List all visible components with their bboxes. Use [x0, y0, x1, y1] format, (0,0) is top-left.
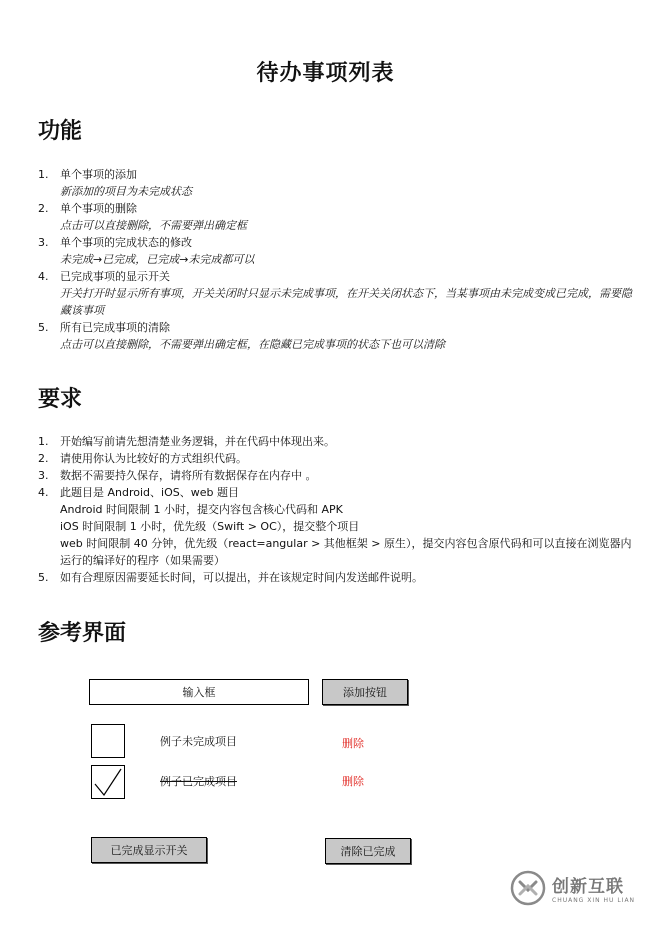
list-item [38, 268, 638, 319]
check-icon [92, 766, 124, 798]
item-number: 1. [38, 168, 49, 181]
item-note: 未完成→已完成，已完成→未完成都可以 [60, 253, 255, 266]
brand-logo-icon [510, 870, 546, 906]
list-item [38, 200, 638, 234]
list-item [38, 234, 638, 268]
item-note: 新添加的项目为未完成状态 [60, 185, 192, 198]
item-note: 点击可以直接删除，不需要弹出确定框 [60, 219, 247, 232]
page-title: 待办事项列表 [256, 61, 395, 86]
mock-input-label: 输入框 [182, 686, 216, 699]
mock-delete-link[interactable]: 删除 [342, 737, 364, 750]
item-number: 5. [38, 571, 49, 584]
item-note: 开关打开时显示所有事项，开关关闭时只显示未完成事项，在开关关闭状态下，当某事项由未完成变成已完成，需要隐藏该事项 [60, 287, 632, 317]
mock-delete-link[interactable]: 删除 [342, 775, 364, 788]
features-list [38, 166, 638, 353]
list-item [38, 484, 638, 569]
item-text: 所有已完成事项的清除 [60, 321, 170, 334]
item-number: 2. [38, 202, 49, 215]
item-detail: Android 时间限制 1 小时，提交内容包含核心代码和 APK [60, 503, 343, 516]
list-item [38, 450, 638, 467]
item-text: 如有合理原因需要延长时间，可以提出，并在该规定时间内发送邮件说明。 [60, 571, 423, 584]
item-text: 单个事项的完成状态的修改 [60, 236, 192, 249]
mock-toggle-button[interactable] [91, 837, 207, 863]
requirements-heading: 要求 [38, 387, 83, 412]
item-detail: web 时间限制 40 分钟，优先级（react=angular > 其他框架 > 原生），提交内容包含原代码和可以直接在浏览器内运行的编译好的程序（如果需要） [60, 537, 632, 567]
item-number: 5. [38, 321, 49, 334]
watermark [510, 870, 635, 906]
item-number: 4. [38, 270, 49, 283]
list-item [38, 166, 638, 200]
item-text: 请使用你认为比较好的方式组织代码。 [60, 452, 247, 465]
mock-toggle-button-label: 已完成显示开关 [110, 844, 188, 857]
features-heading: 功能 [38, 119, 83, 144]
item-number: 1. [38, 435, 49, 448]
watermark-brand-cn: 创新互联 [552, 877, 624, 897]
mock-input-box[interactable] [89, 679, 309, 705]
watermark-brand-en: CHUANG XIN HU LIAN [552, 897, 636, 904]
item-text: 单个事项的添加 [60, 168, 137, 181]
mock-add-button[interactable] [322, 679, 408, 705]
list-item [38, 319, 638, 353]
item-text: 单个事项的删除 [60, 202, 137, 215]
mock-todo-incomplete: 例子未完成项目 [160, 735, 237, 748]
requirements-list [38, 433, 638, 586]
item-number: 3. [38, 469, 49, 482]
item-text: 开始编写前请先想清楚业务逻辑，并在代码中体现出来。 [60, 435, 335, 448]
item-text: 数据不需要持久保存，请将所有数据保存在内存中 。 [60, 469, 317, 482]
mock-todo-complete: 例子已完成项目 [160, 775, 237, 788]
mock-checkbox-checked[interactable] [91, 765, 125, 799]
mock-clear-button[interactable] [325, 838, 411, 864]
item-text: 已完成事项的显示开关 [60, 270, 170, 283]
item-text: 此题目是 Android、iOS、web 题目 [60, 486, 239, 499]
item-number: 2. [38, 452, 49, 465]
item-number: 4. [38, 486, 49, 499]
list-item [38, 467, 638, 484]
item-number: 3. [38, 236, 49, 249]
mock-checkbox-unchecked[interactable] [91, 724, 125, 758]
list-item [38, 569, 638, 586]
item-detail: iOS 时间限制 1 小时，优先级（Swift > OC），提交整个项目 [60, 520, 360, 533]
mock-clear-button-label: 清除已完成 [340, 845, 396, 858]
mock-add-button-label: 添加按钮 [343, 686, 387, 699]
reference-heading: 参考界面 [38, 621, 127, 646]
item-note: 点击可以直接删除，不需要弹出确定框，在隐藏已完成事项的状态下也可以清除 [60, 338, 445, 351]
list-item [38, 433, 638, 450]
